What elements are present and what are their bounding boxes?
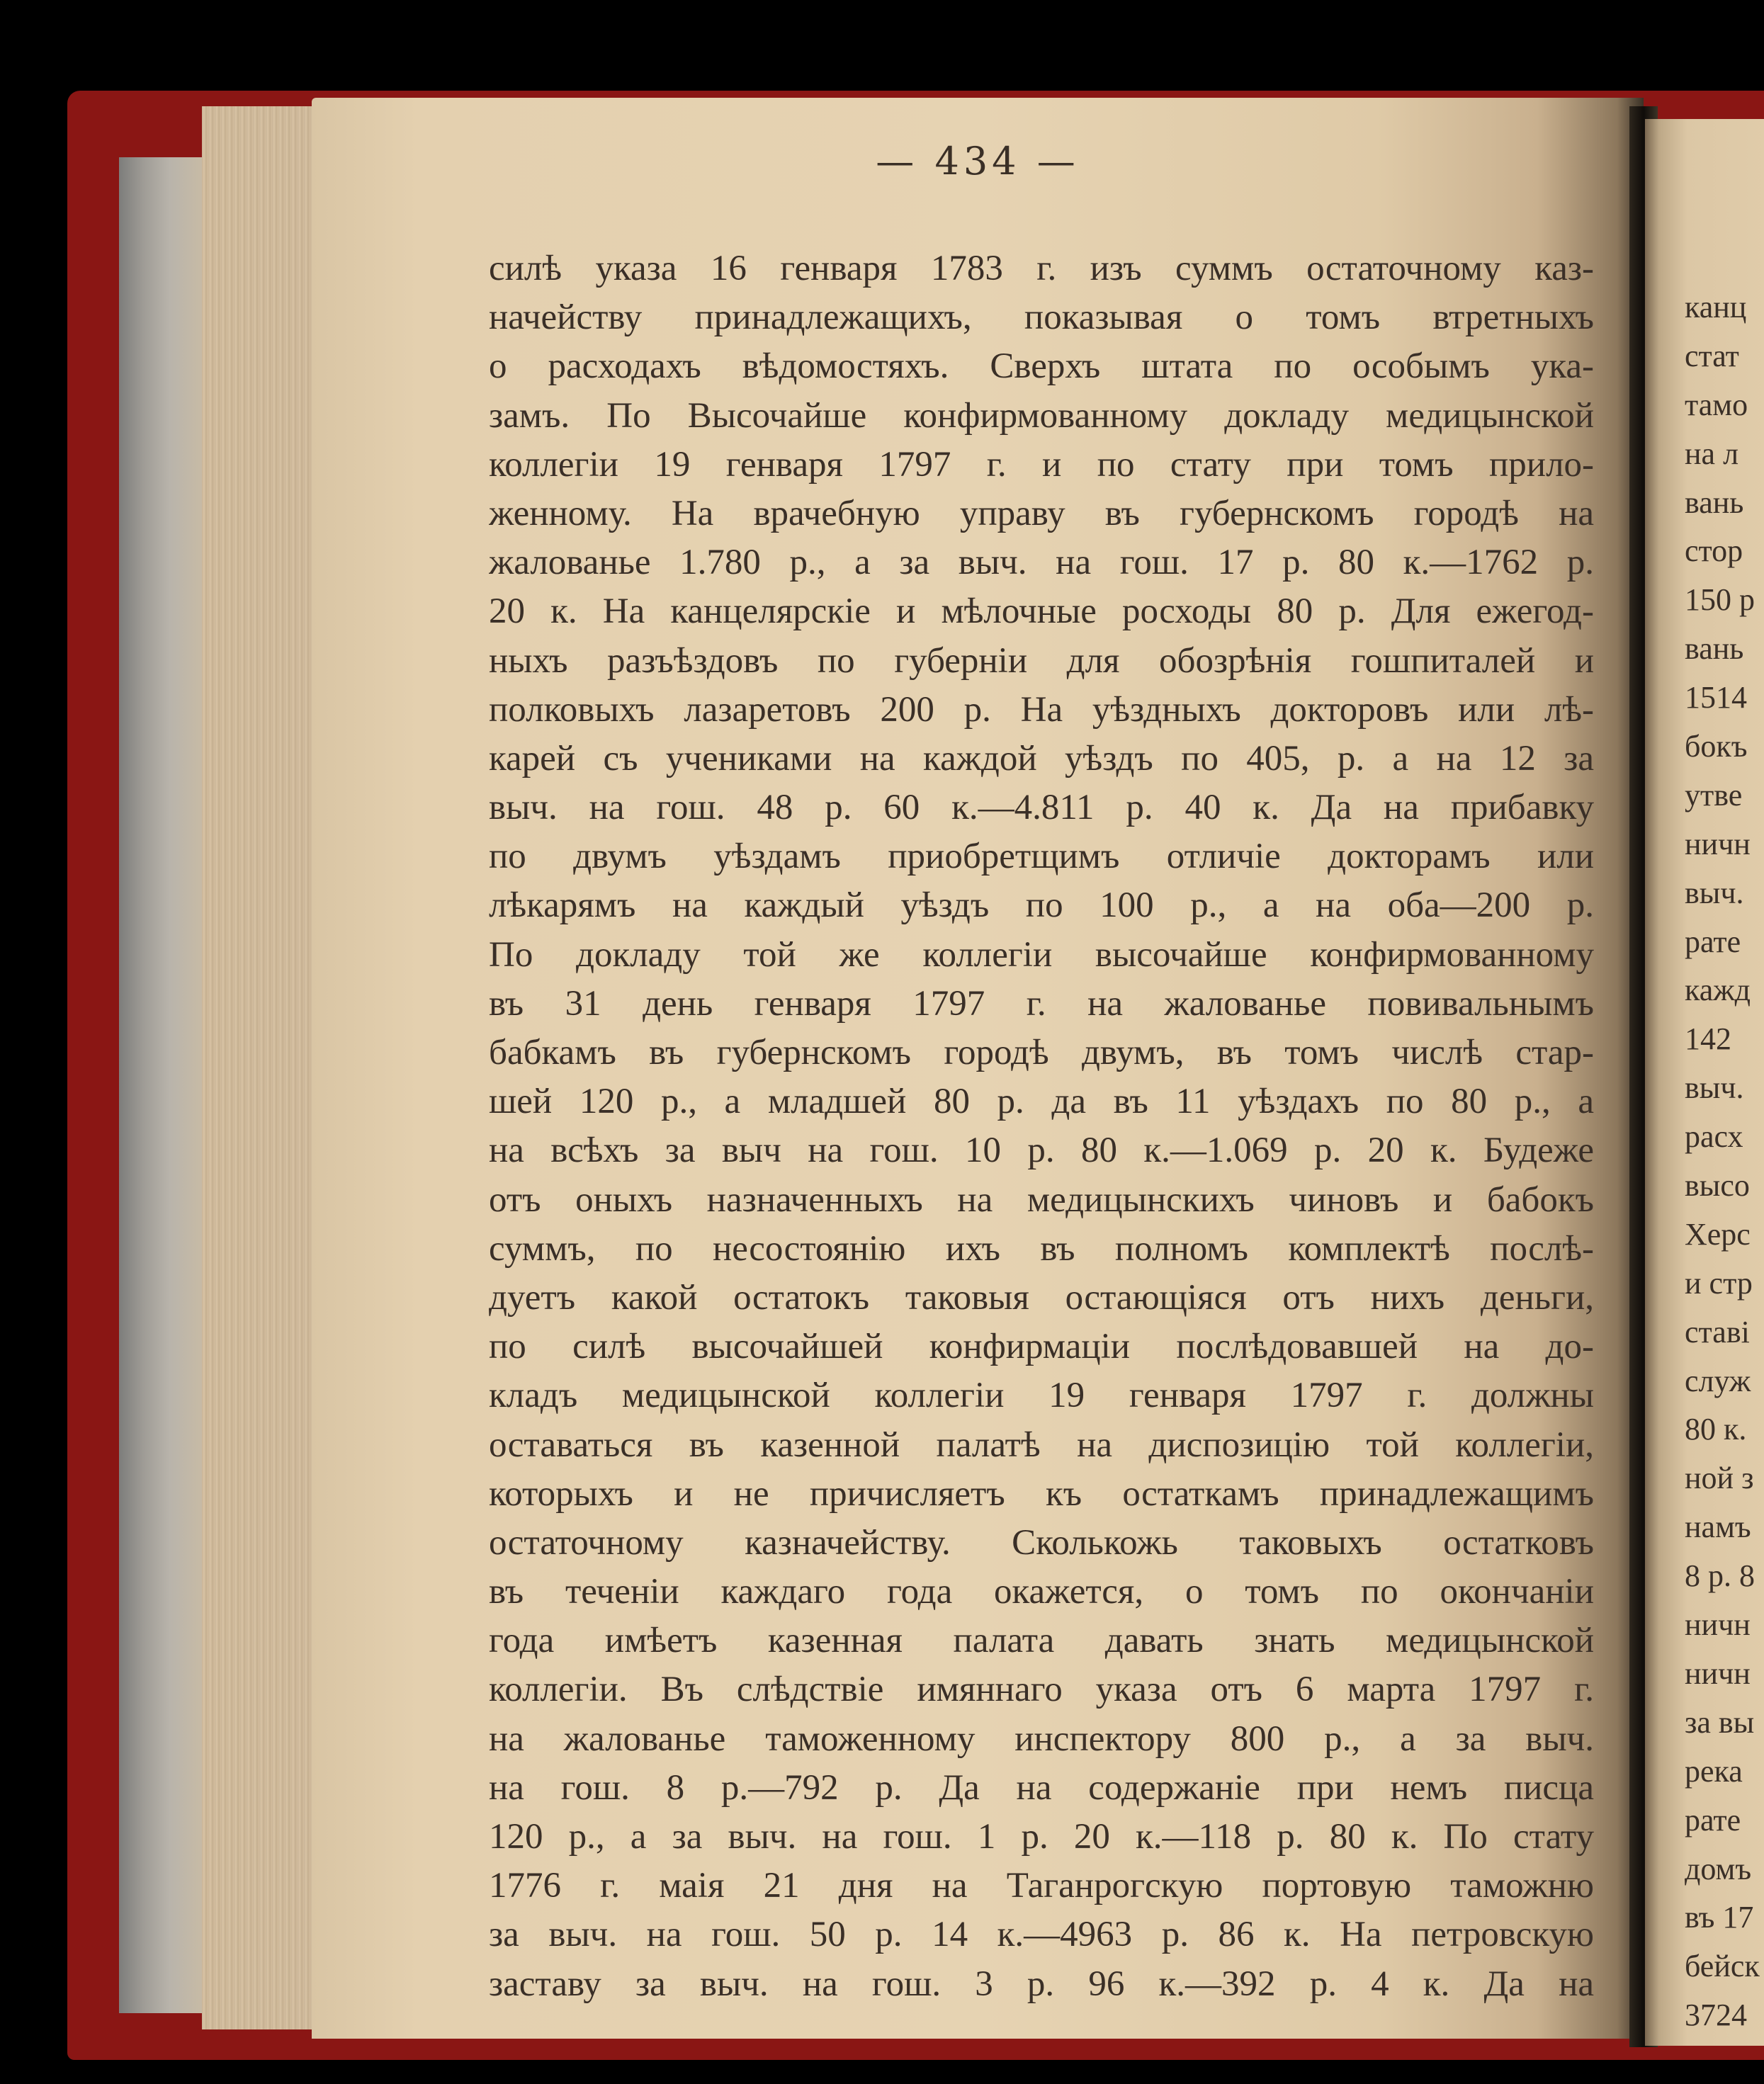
text-line: которыхъ и не причисляетъ къ остаткамъ принадлежащимъ (489, 1473, 1594, 1514)
text-line: ныхъ разъѣздовъ по губерніи для обозрѣнія гошпиталей и (489, 640, 1594, 681)
right-page-line: и стр (1685, 1265, 1753, 1301)
right-page-text (1685, 283, 1764, 2040)
text-line: на гош. 8 р.—792 р. Да на содержаніе при немъ писца (489, 1767, 1594, 1808)
text-line: въ теченіи каждаго года окажется, о томъ по окончаніи (489, 1572, 1594, 1612)
right-page-line: расх (1685, 1119, 1743, 1155)
right-page-line: бейск (1685, 1949, 1760, 1984)
text-line: бабкамъ въ губернскомъ городѣ двумъ, въ томъ числѣ стар- (489, 1033, 1594, 1072)
right-page-line: 1514 (1685, 680, 1747, 715)
right-page-line: ной з (1685, 1461, 1754, 1496)
text-line: начейству принадлежащихъ, показывая о томъ втретныхъ (489, 298, 1594, 338)
text-line: года имѣетъ казенная палата давать знать медицынской (489, 1621, 1594, 1661)
right-page-line: на л (1685, 436, 1739, 471)
text-line: кладъ медицынской коллегіи 19 генваря 1797 г. должны (489, 1376, 1594, 1416)
right-page-line: Херс (1685, 1216, 1751, 1252)
right-page-line: утве (1685, 777, 1743, 812)
right-page-line: выч. (1685, 875, 1744, 910)
text-line: на всѣхъ за выч на гош. 10 р. 80 к.—1.069 р. 20 к. Будеже (489, 1131, 1594, 1171)
right-page-line: 3724 (1685, 1998, 1747, 2033)
page-body-text (489, 244, 1594, 2009)
right-page-line: служ (1685, 1363, 1751, 1398)
right-page-line: въ 17 (1685, 1900, 1754, 1935)
right-page-line: рате (1685, 924, 1741, 959)
right-page-line: стат (1685, 338, 1739, 373)
text-line: полковыхъ лазаретовъ 200 р. На уѣздныхъ докторовъ или лѣ- (489, 689, 1594, 730)
text-line: По докладу той же коллегіи высочайше конфирмованному (489, 934, 1594, 975)
text-line: въ 31 день генваря 1797 г. на жалованье повивальнымъ (489, 983, 1594, 1024)
text-line: жалованье 1.780 р., а за выч. на гош. 17 р. 80 к.—1762 р. (489, 543, 1594, 583)
right-page-line: рате (1685, 1802, 1741, 1837)
right-page-line: выч. (1685, 1070, 1744, 1106)
right-page-line: канц (1685, 290, 1747, 324)
right-page-line: домъ (1685, 1851, 1752, 1886)
text-line: на жалованье таможенному инспектору 800 р., а за выч. (489, 1718, 1594, 1759)
text-line: 20 к. На канцелярскіе и мѣлочные росходы 80 р. Для ежегод- (489, 591, 1594, 632)
right-page-line: высо (1685, 1168, 1750, 1204)
right-page-line: стор (1685, 533, 1743, 569)
right-page-line: бокъ (1685, 729, 1748, 764)
right-page-line: река (1685, 1753, 1743, 1789)
right-page-line: 80 к. (1685, 1412, 1747, 1447)
text-line: коллегіи. Въ слѣдствіе имяннаго указа отъ 6 марта 1797 г. (489, 1670, 1594, 1710)
right-page-line: намъ (1685, 1510, 1751, 1545)
text-line: дуетъ какой остатокъ таковыя остающіяся отъ нихъ деньги, (489, 1277, 1594, 1318)
right-page-line: ничн (1685, 826, 1751, 861)
text-line: суммъ, по несостоянію ихъ въ полномъ комплектѣ послѣ- (489, 1228, 1594, 1269)
text-line: оставаться въ казенной палатѣ на диспозицію той коллегіи, (489, 1425, 1594, 1465)
right-page-line: ничн (1685, 1655, 1751, 1691)
right-page-line: ничн (1685, 1607, 1751, 1643)
right-page-line: ставі (1685, 1314, 1750, 1349)
text-line: карей съ учениками на каждой уѣздъ по 405, р. а на 12 за (489, 738, 1594, 778)
text-line: отъ оныхъ назначенныхъ на медицынскихъ чиновъ и бабокъ (489, 1179, 1594, 1220)
page-number: — 434 — (876, 139, 1080, 183)
right-page-line: кажд (1685, 973, 1751, 1008)
text-line: по силѣ высочайшей конфирмаціи послѣдовавшей на до- (489, 1327, 1594, 1367)
right-page-line: за вы (1685, 1704, 1755, 1740)
text-line: о расходахъ вѣдомостяхъ. Сверхъ штата по особымъ ука- (489, 346, 1594, 387)
text-line: женному. На врачебную управу въ губернскомъ городѣ на (489, 493, 1594, 533)
right-page-line: 142 (1685, 1021, 1731, 1057)
text-line: 1776 г. маія 21 дня на Таганрогскую портовую таможню (489, 1866, 1594, 1906)
right-page-line: вань (1685, 485, 1744, 520)
text-line: силѣ указа 16 генваря 1783 г. изъ суммъ остаточному каз- (489, 249, 1594, 288)
text-line: 120 р., а за выч. на гош. 1 р. 20 к.—118 р. 80 к. По стату (489, 1817, 1594, 1857)
right-page-line: тамо (1685, 387, 1748, 422)
page-block-edge (119, 157, 204, 2013)
right-page-line: 150 р (1685, 582, 1755, 618)
right-page-line: 8 р. 8 (1685, 1558, 1755, 1594)
right-page-line: вань (1685, 631, 1744, 667)
text-line: за выч. на гош. 50 р. 14 к.—4963 р. 86 к. На петровскую (489, 1915, 1594, 1955)
text-line: выч. на гош. 48 р. 60 к.—4.811 р. 40 к. Да на прибавку (489, 788, 1594, 828)
text-line: лѣкарямъ на каждый уѣздъ по 100 р., а на оба—200 р. (489, 885, 1594, 926)
text-line: шей 120 р., а младшей 80 р. да въ 11 уѣздахъ по 80 р., а (489, 1082, 1594, 1122)
text-line: замъ. По Высочайше конфирмованному докладу медицынской (489, 395, 1594, 436)
text-line: остаточному казначейству. Сколькожь таковыхъ остатковъ (489, 1522, 1594, 1563)
text-line: заставу за выч. на гош. 3 р. 96 к.—392 р. 4 к. Да на (489, 1964, 1594, 2004)
text-line: по двумъ уѣздамъ приобретщимъ отличіе докторамъ или (489, 837, 1594, 877)
text-line: коллегіи 19 генваря 1797 г. и по стату при томъ прило- (489, 444, 1594, 485)
